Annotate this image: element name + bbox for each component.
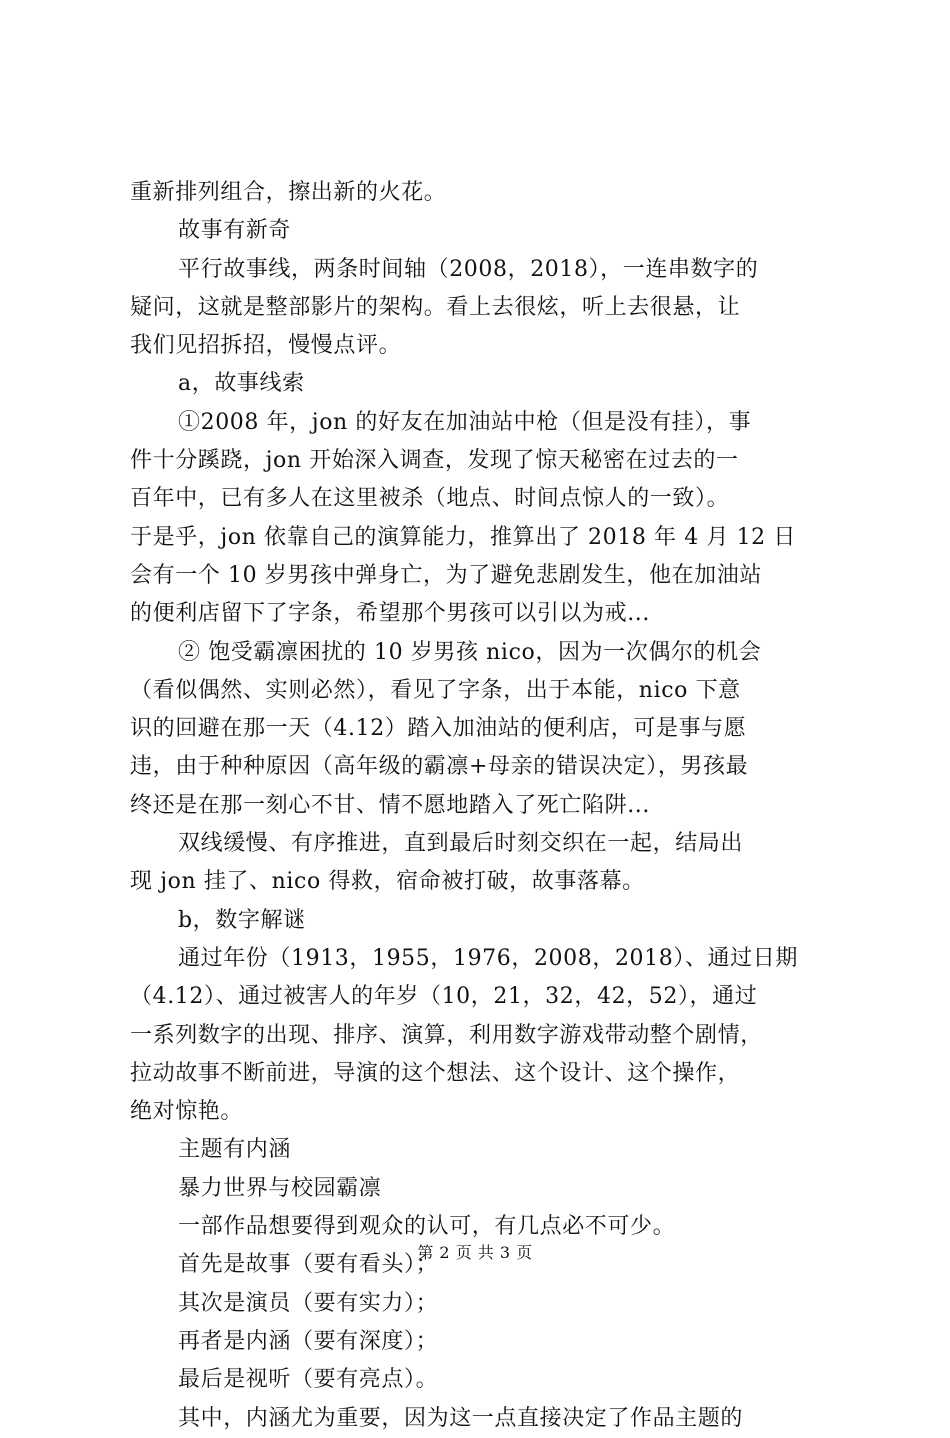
- text-line: 再者是内涵（要有深度）；: [178, 1328, 439, 1354]
- text-line: 一部作品想要得到观众的认可，有几点必不可少。: [178, 1214, 676, 1240]
- text-line: （看似偶然、实则必然），看见了字条，出于本能，nico 下意: [130, 677, 741, 703]
- text-line: 最后是视听（要有亮点）。: [178, 1367, 439, 1393]
- text-line: a，故事线索: [178, 371, 305, 397]
- text-line: 其中，内涵尤为重要，因为这一点直接决定了作品主题的: [178, 1405, 744, 1431]
- text-line: 我们见招拆招，慢慢点评。: [130, 333, 402, 359]
- text-line: b，数字解谜: [178, 907, 306, 933]
- text-line: 平行故事线，两条时间轴（2008，2018），一连串数字的: [178, 256, 759, 282]
- text-line: 双线缓慢、有序推进，直到最后时刻交织在一起，结局出: [178, 831, 744, 857]
- text-line: 现 jon 挂了、nico 得救，宿命被打破，故事落幕。: [130, 869, 645, 895]
- text-line: 拉动故事不断前进，导演的这个想法、这个设计、这个操作，: [130, 1060, 741, 1086]
- text-line: 重新排列组合，擦出新的火花。: [130, 180, 447, 205]
- text-line: 一系列数字的出现、排序、演算，利用数字游戏带动整个剧情，: [130, 1022, 763, 1048]
- text-line: 暴力世界与校园霸凛: [178, 1175, 382, 1201]
- text-line: 会有一个 10 岁男孩中弹身亡，为了避免悲剧发生，他在加油站: [130, 562, 762, 588]
- text-line: 疑问，这就是整部影片的架构。看上去很炫，听上去很悬，让: [130, 294, 741, 320]
- text-line: 件十分蹊跷，jon 开始深入调查，发现了惊天秘密在过去的一: [130, 448, 739, 474]
- text-line: 违，由于种种原因（高年级的霸凛+母亲的错误决定），男孩最: [130, 754, 749, 780]
- text-line: 识的回避在那一天（4.12）踏入加油站的便利店，可是事与愿: [130, 716, 747, 742]
- text-line: 主题有内涵: [178, 1137, 292, 1163]
- text-line: 其次是演员（要有实力）；: [178, 1290, 439, 1316]
- text-line: ①2008 年，jon 的好友在加油站中枪（但是没有挂），事: [178, 409, 752, 435]
- text-line: 故事有新奇: [178, 218, 292, 244]
- text-line: 首先是故事（要有看头）；: [178, 1252, 439, 1278]
- page-footer: 第 2 页 共 3 页: [417, 1243, 533, 1262]
- text-line: 绝对惊艳。: [130, 1099, 244, 1125]
- text-line: 通过年份（1913，1955，1976，2008，2018）、通过日期: [178, 945, 798, 971]
- text-line: 的便利店留下了字条，希望那个男孩可以引以为戒...: [130, 601, 650, 627]
- text-line: （4.12）、通过被害人的年岁（10，21，32，42，52），通过: [130, 984, 758, 1010]
- text-line: 终还是在那一刻心不甘、情不愿地踏入了死亡陷阱...: [130, 792, 650, 818]
- text-line: ② 饱受霸凛困扰的 10 岁男孩 nico，因为一次偶尔的机会: [178, 639, 762, 665]
- text-line: 百年中，已有多人在这里被杀（地点、时间点惊人的一致）。: [130, 486, 730, 512]
- text-line: 于是乎，jon 依靠自己的演算能力，推算出了 2018 年 4 月 12 日: [130, 524, 796, 550]
